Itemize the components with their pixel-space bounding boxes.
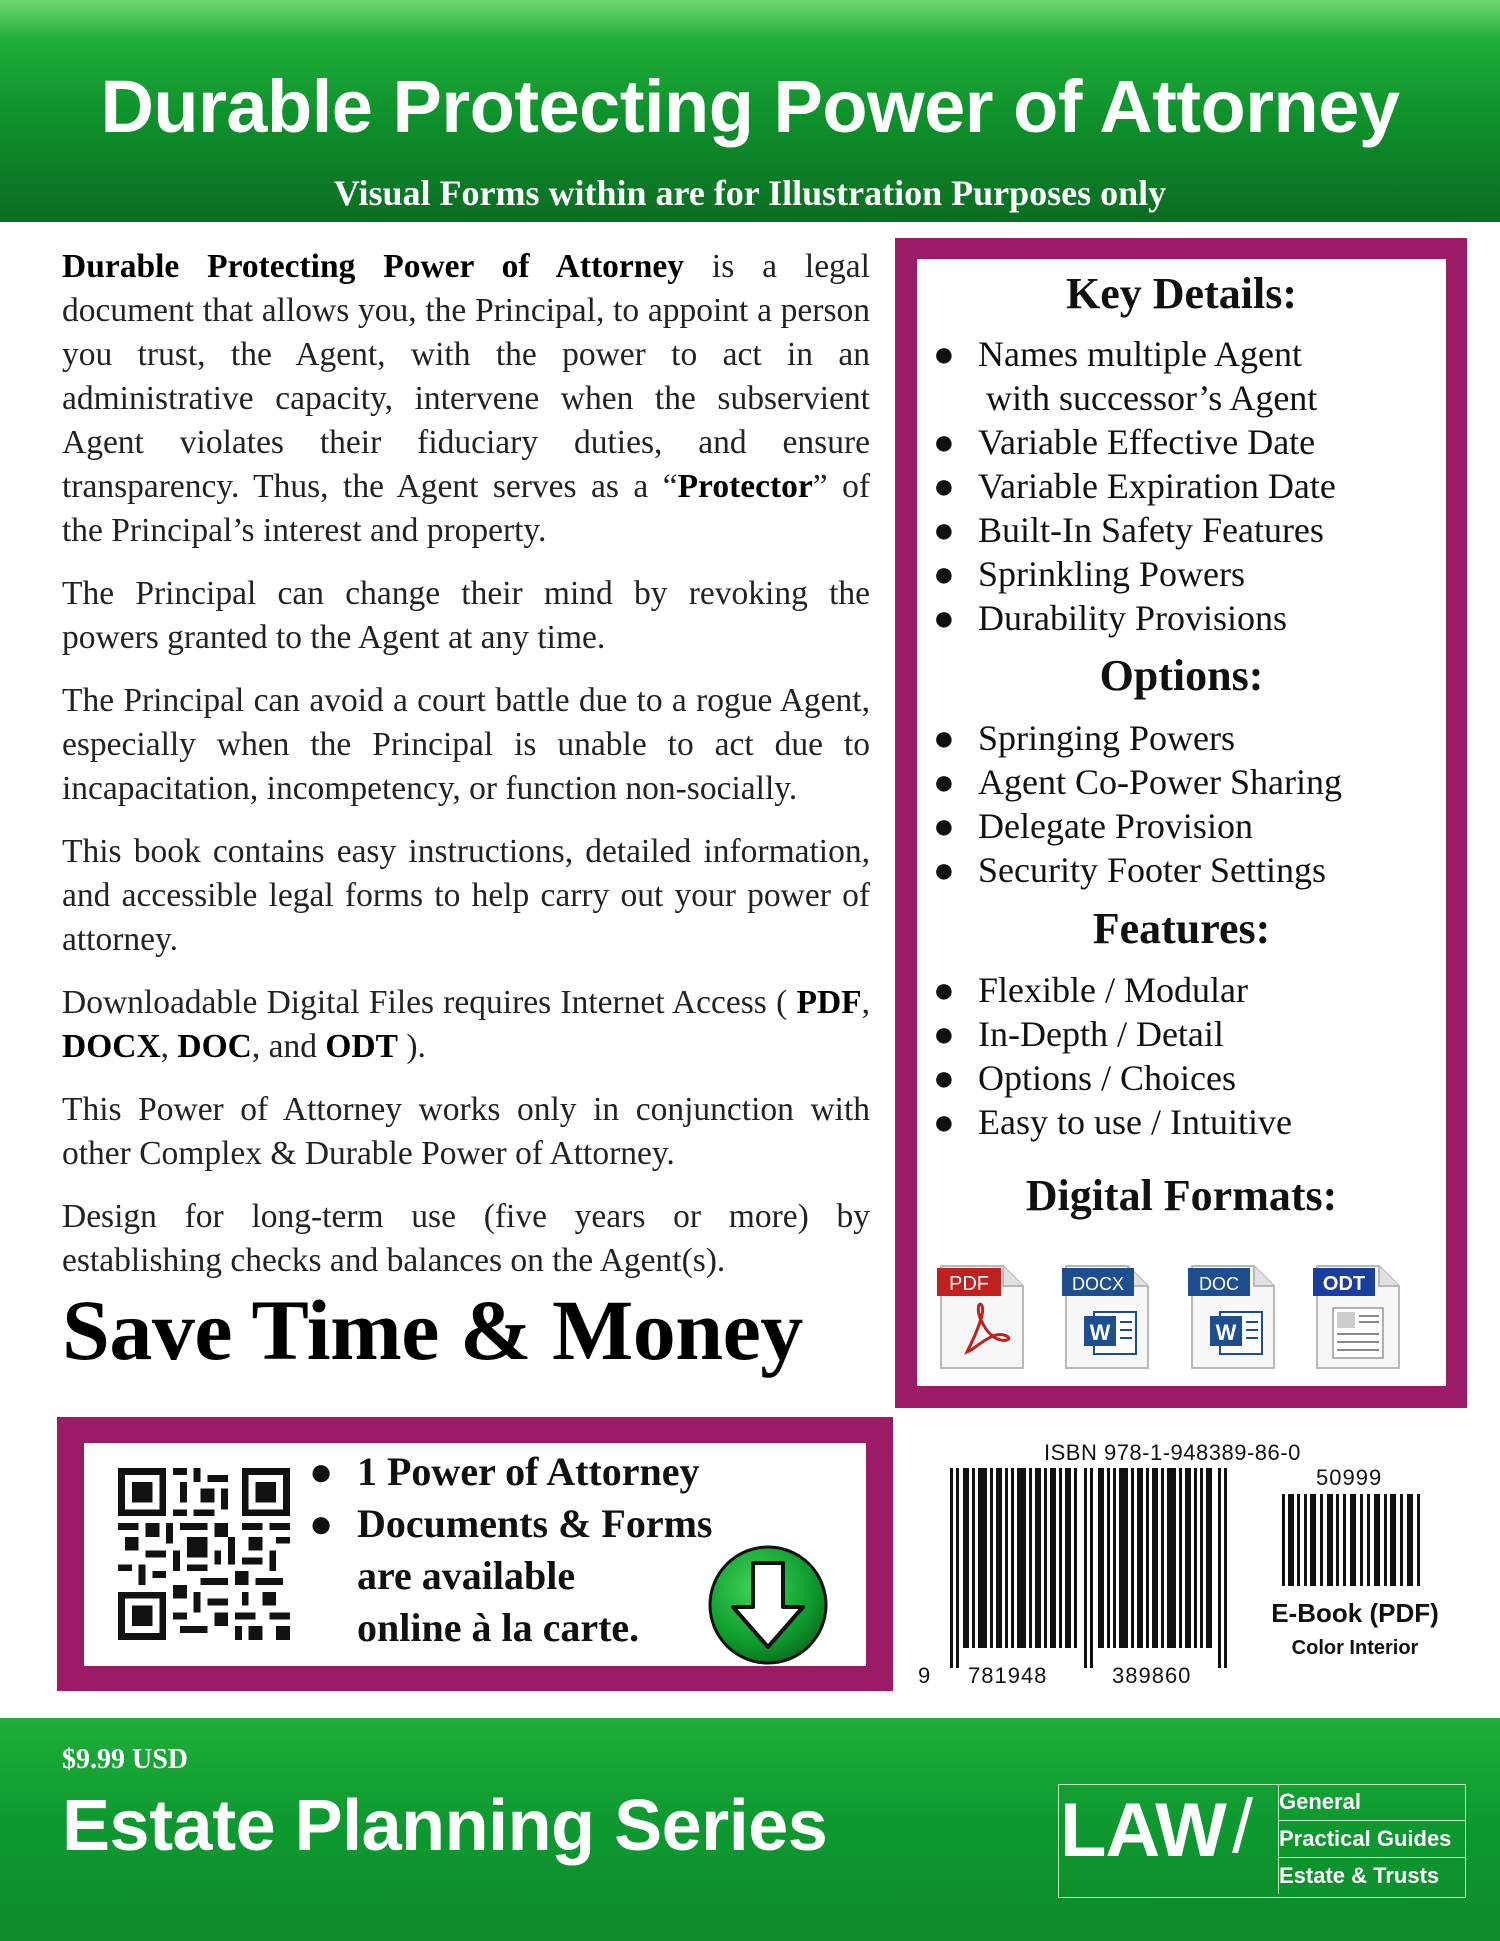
p5-and: , and [251, 1028, 326, 1065]
paragraph-6: This Power of Attorney works only in conjunction with other Complex & Durable Power of Attorney. [62, 1091, 870, 1172]
paragraph-5 [62, 981, 870, 1069]
list-item [930, 968, 1450, 1012]
barcode-digit-first: 9 [918, 1663, 932, 1688]
list-item [930, 332, 1450, 376]
price-code: 50999 [1316, 1465, 1383, 1490]
bullet-icon: ● [933, 334, 955, 374]
features-list [930, 968, 1450, 1144]
list-item-label: Variable Effective Date [978, 422, 1316, 462]
list-item [930, 464, 1450, 508]
list-item [930, 760, 1450, 804]
p1-bold-title: Durable Protecting Power of Attorney [62, 248, 684, 285]
qr-code-icon[interactable] [118, 1468, 290, 1640]
paragraph-2: The Principal can change their mind by revoking the powers granted to the Agent at any time. [62, 575, 870, 656]
list-item [930, 1100, 1450, 1144]
p5-text: Downloadable Digital Files requires Internet Access ( [62, 984, 797, 1021]
list-item-label: Sprinkling Powers [978, 554, 1246, 594]
category-estate-trusts: Estate & Trusts [1278, 1858, 1465, 1894]
list-item-label: Variable Expiration Date [978, 466, 1336, 506]
list-item-label: Springing Powers [978, 718, 1236, 758]
category-practical-guides: Practical Guides [1278, 1821, 1465, 1858]
list-item [930, 804, 1450, 848]
price-label: $9.99 USD [62, 1744, 189, 1775]
svg-text:W: W [1089, 1320, 1111, 1345]
options-heading: Options: [1099, 651, 1264, 700]
category-general: General [1278, 1784, 1465, 1821]
list-item-continuation [930, 376, 1450, 420]
key-details-list [930, 332, 1450, 640]
format-label: PDF [949, 1273, 989, 1295]
list-item-label: In-Depth / Detail [978, 1014, 1224, 1054]
list-item-label: Agent Co-Power Sharing [978, 762, 1342, 802]
format-label: DOC [1199, 1274, 1239, 1294]
isbn-barcode [948, 1468, 1238, 1668]
bullet-icon: ● [933, 466, 955, 506]
list-item-label: are available [357, 1553, 576, 1598]
list-item-label: Durability Provisions [978, 598, 1288, 638]
color-interior-label: Color Interior [1291, 1637, 1419, 1659]
p1-text-b: ” of the Principal’s interest and property. [62, 468, 870, 549]
list-item-label: online à la carte. [357, 1605, 640, 1650]
list-item [930, 716, 1450, 760]
features-heading: Features: [1092, 904, 1271, 953]
bullet-icon: ● [933, 510, 955, 550]
p5-sep: , [160, 1028, 178, 1065]
pdf-file-icon [937, 1262, 1027, 1372]
bullet-icon: ● [933, 598, 955, 638]
doc-file-icon [1188, 1262, 1278, 1372]
list-item-label: with successor’s Agent [986, 378, 1318, 418]
list-item [930, 420, 1450, 464]
p5-sep: , [861, 984, 870, 1021]
p5-odt: ODT [325, 1028, 398, 1065]
list-item-label: 1 Power of Attorney [357, 1449, 700, 1494]
p1-protector: Protector [677, 468, 813, 505]
paragraph-3: The Principal can avoid a court battle due to a rogue Agent, especially when the Principal is unable to act due to incapacitation, incompetency, or function non-socially. [62, 682, 870, 807]
list-item [930, 552, 1450, 596]
subtitle: Visual Forms within are for Illustration Purposes only [333, 173, 1167, 213]
bullet-icon: ● [933, 762, 955, 802]
list-item [930, 596, 1450, 640]
list-item [305, 1446, 825, 1498]
list-item-label: Security Footer Settings [978, 850, 1326, 890]
odt-file-icon [1313, 1262, 1403, 1372]
p5-docx: DOCX [62, 1028, 161, 1065]
list-item [930, 1012, 1450, 1056]
law-logo-slash: / [1232, 1784, 1254, 1869]
bullet-icon: ● [933, 1102, 955, 1142]
bullet-icon: ● [933, 970, 955, 1010]
bullet-icon: ● [309, 1449, 334, 1494]
format-label: ODT [1322, 1273, 1366, 1295]
list-item-label: Easy to use / Intuitive [978, 1102, 1292, 1142]
p5-pdf: PDF [796, 984, 862, 1021]
list-item-label: Names multiple Agent [978, 334, 1302, 374]
list-item [930, 848, 1450, 892]
p5-doc: DOC [177, 1028, 252, 1065]
save-time-slogan: Save Time & Money [62, 1282, 803, 1378]
p5-end: ). [397, 1028, 426, 1065]
bullet-icon: ● [933, 806, 955, 846]
bullet-icon: ● [933, 718, 955, 758]
paragraph-7: Design for long-term use (five years or more) by establishing checks and balances on the Agent(s). [62, 1198, 870, 1279]
paragraph-1 [62, 245, 870, 553]
p1-text-a: is a legal document that allows you, the Principal, to appoint a person you trust, the Agent, with the power to act in an administrative capacity, intervene when the subservient Agent violates their fiduciary duties, and ensure transparency. Thus, the Agent serves as a “ [62, 248, 870, 505]
digital-formats-heading: Digital Formats: [1025, 1171, 1338, 1220]
key-details-heading: Key Details: [1066, 269, 1297, 318]
series-title: Estate Planning Series [62, 1786, 828, 1866]
format-label: DOCX [1071, 1274, 1125, 1294]
bullet-icon: ● [309, 1501, 334, 1546]
list-item [930, 508, 1450, 552]
bullet-icon: ● [933, 850, 955, 890]
law-logo: LAW [1060, 1788, 1226, 1873]
price-barcode [1280, 1494, 1430, 1586]
bullet-icon: ● [933, 422, 955, 462]
docx-file-icon [1062, 1262, 1152, 1372]
list-item-label: Documents & Forms [357, 1501, 713, 1546]
list-item-label: Flexible / Modular [978, 970, 1248, 1010]
ebook-label: E-Book (PDF) [1271, 1598, 1439, 1628]
bullet-icon: ● [933, 554, 955, 594]
bullet-icon: ● [933, 1058, 955, 1098]
list-item-label: Delegate Provision [978, 806, 1253, 846]
paragraph-4: This book contains easy instructions, detailed information, and accessible legal forms to help carry out your power of attorney. [62, 833, 870, 958]
download-arrow-icon[interactable] [706, 1543, 830, 1667]
barcode-digits-mid: 781948 [968, 1663, 1048, 1688]
options-list [930, 716, 1450, 892]
list-item [930, 1056, 1450, 1100]
list-item-label: Options / Choices [978, 1058, 1236, 1098]
book-title: Durable Protecting Power of Attorney [100, 65, 1400, 148]
list-item-label: Built-In Safety Features [978, 510, 1324, 550]
svg-text:W: W [1215, 1320, 1237, 1345]
isbn-label: ISBN 978-1-948389-86-0 [1044, 1440, 1301, 1465]
barcode-digits-end: 389860 [1112, 1663, 1192, 1688]
bullet-icon: ● [933, 1014, 955, 1054]
description-column [62, 245, 870, 1302]
